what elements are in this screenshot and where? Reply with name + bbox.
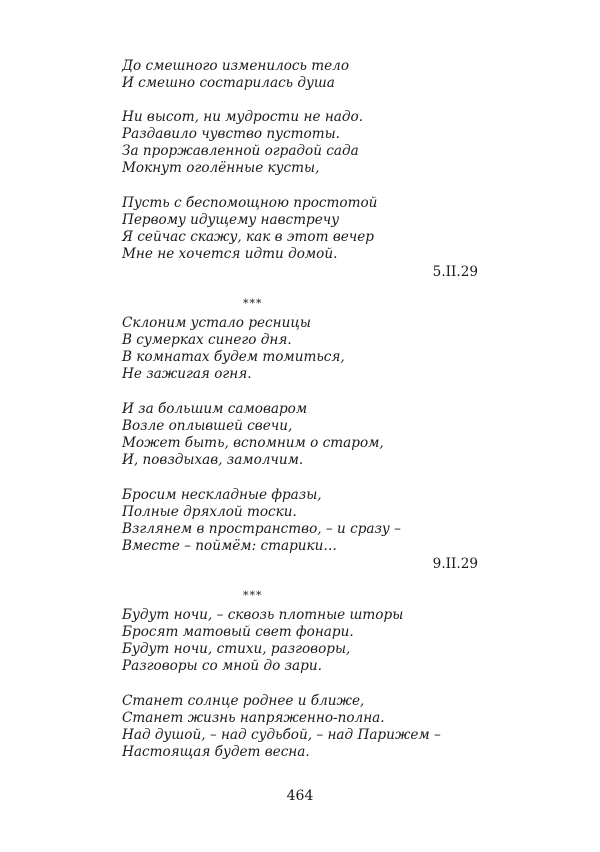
poem-line: Пусть с беспомощною простотой <box>122 195 378 211</box>
poem-date: 9.II.29 <box>432 556 478 572</box>
poem-line: Взглянем в пространство, – и сразу – <box>122 521 401 537</box>
poem-line: Разговоры со мной до зари. <box>122 658 322 674</box>
poem-line: Вместе – поймём: старики… <box>122 538 338 554</box>
poem-date: 5.II.29 <box>432 264 478 280</box>
poem-line: Станет солнце роднее и ближе, <box>122 693 365 709</box>
poem-line: Склоним устало ресницы <box>122 315 311 331</box>
poem-line: Первому идущему навстречу <box>122 212 340 228</box>
poem-line: За проржавленной оградой сада <box>122 143 359 159</box>
poem-line: Ни высот, ни мудрости не надо. <box>122 109 364 125</box>
poem-line: Над душой, – над судьбой, – над Парижем – <box>122 727 441 743</box>
poem-line: Бросят матовый свет фонари. <box>122 624 354 640</box>
poem-line: До смешного изменилось тело <box>122 58 350 74</box>
poem-line: Бросим нескладные фразы, <box>122 487 322 503</box>
poem-line: И смешно состарилась душа <box>122 75 335 91</box>
poem-line: И, повздыхав, замолчим. <box>122 452 304 468</box>
poem-line: Полные дряхлой тоски. <box>122 504 297 520</box>
poem-line: Мокнут оголённые кусты, <box>122 160 320 176</box>
poem-line: Будут ночи, стихи, разговоры, <box>122 641 351 657</box>
poem-line: Возле оплывшей свечи, <box>122 418 293 434</box>
page-number: 464 <box>286 788 314 804</box>
poem-line: Раздавило чувство пустоты. <box>122 126 340 142</box>
poem-line: В комнатах будем томиться, <box>122 349 345 365</box>
poem-line: Я сейчас скажу, как в этот вечер <box>122 229 374 245</box>
poem-line: Может быть, вспомним о старом, <box>122 435 384 451</box>
poem-line: Не зажигая огня. <box>122 366 252 382</box>
poem-line: Будут ночи, – сквозь плотные шторы <box>122 607 404 623</box>
section-separator: *** <box>243 589 263 602</box>
section-separator: *** <box>243 297 263 310</box>
poem-line: Настоящая будет весна. <box>122 744 310 760</box>
poem-line: И за большим самоваром <box>122 401 308 417</box>
poem-line: Станет жизнь напряженно-полна. <box>122 710 385 726</box>
poem-line: Мне не хочется идти домой. <box>122 246 338 262</box>
poem-line: В сумерках синего дня. <box>122 332 292 348</box>
